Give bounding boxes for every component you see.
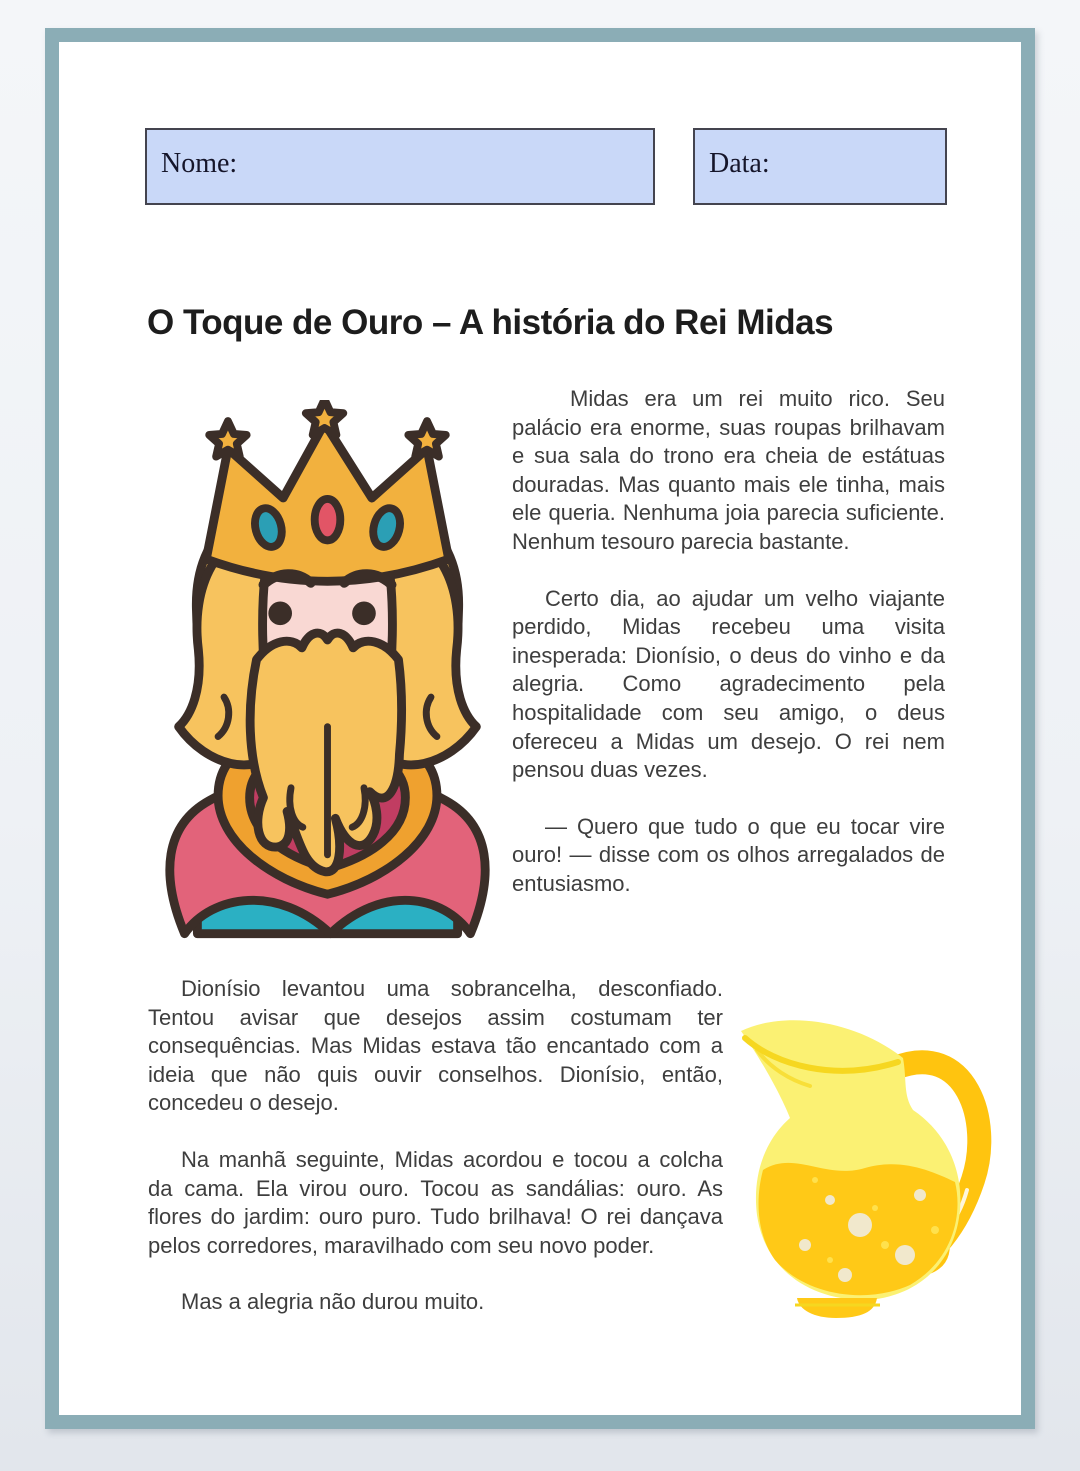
story-paragraph-5: Na manhã seguinte, Midas acordou e tocou a colcha da cama. Ela virou ouro. Tocou as sandálias: ouro. As flores do jardim: ouro puro. Tudo brilhava! O rei dançava pelos corredores, maravilhado com seu novo poder. xyxy=(148,1146,723,1258)
story-column-right xyxy=(512,385,945,927)
crown-jewel-center xyxy=(315,499,341,540)
pitcher-foot xyxy=(797,1298,877,1318)
golden-pitcher-illustration xyxy=(735,1010,995,1320)
date-field-label: Data: xyxy=(709,148,770,179)
page-title: O Toque de Ouro – A história do Rei Midas xyxy=(147,303,834,343)
story-paragraph-2: Certo dia, ao ajudar um velho viajante perdido, Midas recebeu uma visita inesperada: Dionísio, o deus do vinho e da alegria. Como agradecimento pela hospitalidade com seu amigo, o deus ofereceu a Midas um desejo. O rei nem pensou duas vezes. xyxy=(512,585,945,783)
king-right-eye xyxy=(352,601,376,625)
name-field-box[interactable] xyxy=(145,128,655,205)
king-left-eye xyxy=(268,601,292,625)
date-field-box[interactable] xyxy=(693,128,947,205)
story-paragraph-3: — Quero que tudo o que eu tocar vire ouro! — disse com os olhos arregalados de entusiasmo. xyxy=(512,813,945,896)
crown-star-left xyxy=(209,421,246,456)
crown-star-center xyxy=(306,400,343,435)
story-paragraph-6: Mas a alegria não durou muito. xyxy=(181,1289,485,1315)
name-field-label: Nome: xyxy=(161,148,238,179)
crown-star-right xyxy=(408,421,445,456)
story-paragraph-1: Midas era um rei muito rico. Seu palácio era enorme, suas roupas brilhavam e sua sala do trono era cheia de estátuas douradas. Mas quanto mais ele tinha, mais ele queria. Nenhuma joia parecia suficiente. Nenhum tesouro parecia bastante. xyxy=(512,386,945,554)
story-paragraph-4: Dionísio levantou uma sobrancelha, desconfiado. Tentou avisar que desejos assim costumam ter consequências. Mas Midas estava tão encantado com a ideia que não quis ouvir conselhos. Dionísio, então, concedeu o desejo. xyxy=(148,976,723,1116)
king-midas-illustration xyxy=(155,400,500,940)
story-column-bottom xyxy=(148,975,723,1345)
worksheet-frame xyxy=(45,28,1035,1429)
